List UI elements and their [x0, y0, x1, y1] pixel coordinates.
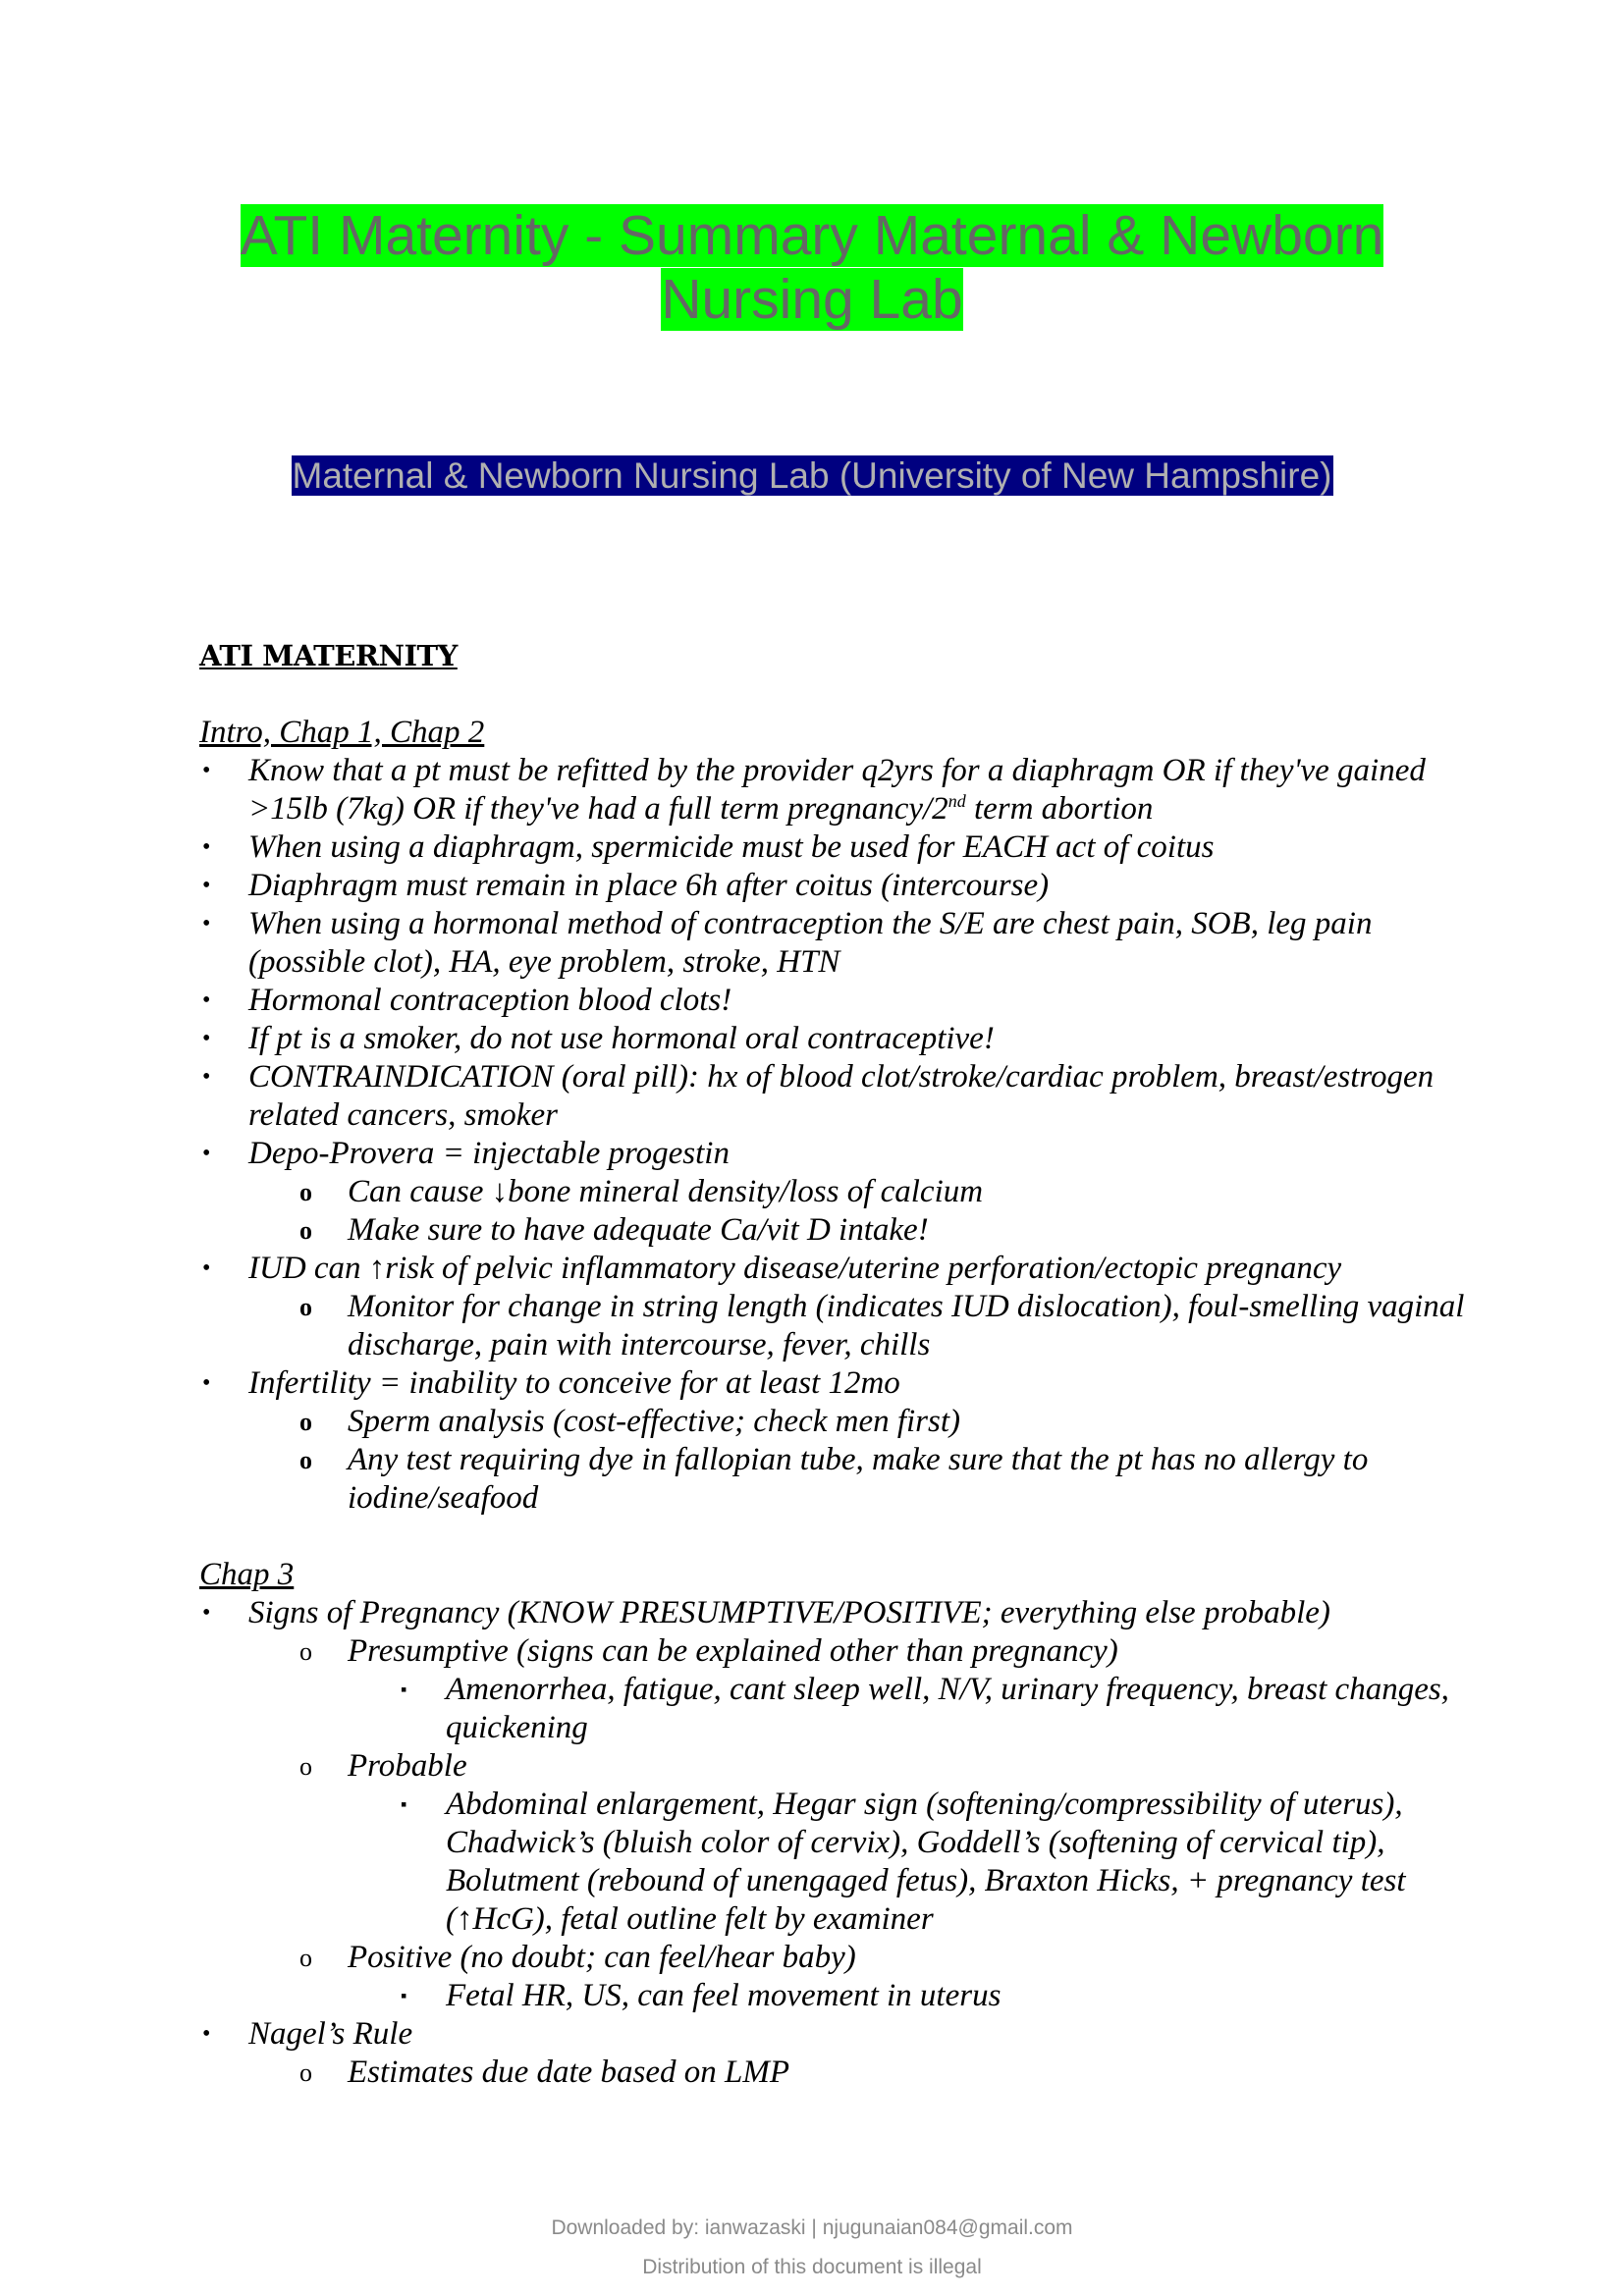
item-text-continued: term abortion: [965, 791, 1154, 827]
document-title: [0, 204, 1624, 332]
bullet-icon: •: [202, 911, 211, 936]
item-text: Estimates due date based on LMP: [348, 2055, 790, 2090]
item-text: Know that a pt must be refitted by the provider q2yrs for a diaphragm OR if they've gained >15lb (7kg) OR if they've had a full term pregnancy/2: [248, 753, 1426, 827]
list-item: [199, 1020, 1495, 1058]
item-text: Presumptive (signs can be explained other than pregnancy): [348, 1633, 1118, 1669]
item-text: Infertility = inability to conceive for at least 12mo: [248, 1365, 900, 1401]
list-item: [199, 828, 1495, 867]
item-text: Abdominal enlargement, Hegar sign (softening/compressibility of uterus), Chadwick’s (bluish color of cervix), Goddell’s (softening of cervical tip), Bolutment (rebound of unengaged fetus), Braxton Hicks, + pregnancy test (↑HcG), fetal outline felt by examiner: [446, 1787, 1406, 1937]
item-text: Probable: [348, 1748, 467, 1784]
item-text: If pt is a smoker, do not use hormonal oral contraceptive!: [248, 1021, 995, 1056]
item-text: IUD can ↑risk of pelvic inflammatory disease/uterine perforation/ectopic pregnancy: [248, 1251, 1342, 1286]
subsection-title: Intro, Chap 1, Chap 2: [199, 715, 485, 750]
item-text: Hormonal contraception blood clots!: [248, 983, 732, 1018]
list-item: [199, 1594, 1495, 1632]
list-item: [199, 1058, 1495, 1135]
distribution-notice: Distribution of this document is illegal: [642, 2256, 982, 2278]
item-text: Nagel’s Rule: [248, 2016, 413, 2052]
bullet-icon: •: [202, 1141, 211, 1166]
circle-bullet-icon: o: [299, 1752, 312, 1781]
bullet-icon: •: [202, 758, 211, 783]
item-text: Monitor for change in string length (indicates IUD dislocation), foul-smelling vaginal discharge, pain with intercourse, fever, chills: [348, 1289, 1465, 1362]
list-item: [199, 1786, 1495, 1939]
bullet-icon: •: [202, 1600, 211, 1626]
bullet-icon: •: [202, 1064, 211, 1090]
circle-bullet-icon: o: [299, 1408, 312, 1436]
list-item: [199, 1250, 1495, 1288]
item-text: Sperm analysis (cost-effective; check men first): [348, 1404, 961, 1439]
list-item: [199, 1747, 1495, 1786]
bullet-icon: •: [202, 1255, 211, 1281]
bullet-icon: •: [202, 2021, 211, 2047]
list-item: [199, 1364, 1495, 1403]
item-text: Make sure to have adequate Ca/vit D intake!: [348, 1212, 929, 1248]
circle-bullet-icon: o: [299, 1178, 312, 1206]
list-item: [199, 1977, 1495, 2015]
section-heading: ATI MATERNITY: [199, 639, 458, 672]
title-line-1: ATI Maternity - Summary Maternal & Newborn: [240, 204, 1384, 267]
item-text: Diaphragm must remain in place 6h after coitus (intercourse): [248, 868, 1050, 903]
item-text: Can cause ↓bone mineral density/loss of calcium: [348, 1174, 984, 1209]
circle-bullet-icon: o: [299, 1293, 312, 1321]
square-bullet-icon: ▪: [401, 1794, 407, 1814]
bullet-icon: •: [202, 834, 211, 860]
item-text: When using a diaphragm, spermicide must be used for EACH act of coitus: [248, 829, 1215, 865]
bullet-icon: •: [202, 873, 211, 898]
subsection-title: Chap 3: [199, 1557, 295, 1592]
list-item: [199, 867, 1495, 905]
document-body: [199, 636, 1495, 2092]
circle-bullet-icon: o: [299, 2058, 312, 2087]
item-text: Signs of Pregnancy (KNOW PRESUMPTIVE/POSITIVE; everything else probable): [248, 1595, 1330, 1630]
title-line-2: Nursing Lab: [661, 268, 963, 331]
bullet-icon: •: [202, 988, 211, 1013]
item-text: When using a hormonal method of contraception the S/E are chest pain, SOB, leg pain (possible clot), HA, eye problem, stroke, HTN: [248, 906, 1373, 980]
item-text: Amenorrhea, fatigue, cant sleep well, N/V, urinary frequency, breast changes, quickening: [446, 1672, 1449, 1745]
list-item: [199, 2015, 1495, 2054]
list-item: [199, 752, 1495, 828]
circle-bullet-icon: o: [299, 1637, 312, 1666]
circle-bullet-icon: o: [299, 1944, 312, 1972]
list-item: [199, 1403, 1495, 1441]
superscript: nd: [947, 791, 966, 811]
item-text: CONTRAINDICATION (oral pill): hx of blood clot/stroke/cardiac problem, breast/estrogen related cancers, smoker: [248, 1059, 1435, 1133]
square-bullet-icon: ▪: [401, 1986, 407, 2005]
circle-bullet-icon: o: [299, 1216, 312, 1245]
list-item: [199, 1211, 1495, 1250]
list-item: [199, 982, 1495, 1020]
list-item: [199, 2054, 1495, 2092]
list-item: [199, 1135, 1495, 1173]
item-text: Depo-Provera = injectable progestin: [248, 1136, 730, 1171]
list-item: [199, 1288, 1495, 1364]
bullet-icon: •: [202, 1370, 211, 1396]
list-item: [199, 1671, 1495, 1747]
item-text: Any test requiring dye in fallopian tube, make sure that the pt has no allergy to iodine/seafood: [348, 1442, 1369, 1516]
item-text: Positive (no doubt; can feel/hear baby): [348, 1940, 856, 1975]
list-item: [199, 905, 1495, 982]
list-item: [199, 1939, 1495, 1977]
banner-text: Maternal & Newborn Nursing Lab (University of New Hampshire): [292, 455, 1332, 496]
list-item: [199, 1632, 1495, 1671]
course-banner: [0, 454, 1624, 499]
square-bullet-icon: ▪: [401, 1680, 407, 1699]
bullet-icon: •: [202, 1026, 211, 1051]
list-item: [199, 1441, 1495, 1518]
download-notice: Downloaded by: ianwazaski | njugunaian084@gmail.com: [551, 2216, 1073, 2239]
item-text: Fetal HR, US, can feel movement in uterus: [446, 1978, 1001, 2013]
list-item: [199, 1173, 1495, 1211]
circle-bullet-icon: o: [299, 1446, 312, 1474]
